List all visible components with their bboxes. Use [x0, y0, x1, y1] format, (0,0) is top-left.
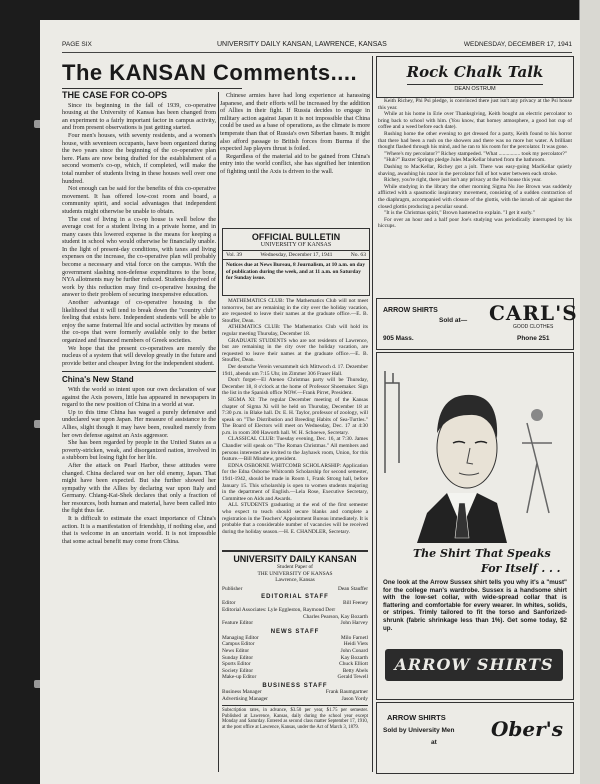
news-staff-heading: NEWS STAFF — [270, 628, 320, 635]
editorial-column-left — [62, 92, 216, 545]
editorial-staff-heading: EDITORIAL STAFF — [261, 594, 329, 601]
bulletin-date: Wednesday, December 17, 1941 — [260, 252, 333, 258]
bulletin-subtitle: UNIVERSITY OF KANSAS — [260, 242, 332, 248]
staff-row: Sunday Editor Kay Bozarth — [222, 654, 368, 661]
carls-ad — [376, 298, 578, 350]
staff-sub: THE UNIVERSITY OF KANSAS — [257, 570, 333, 577]
staff-row: Society Editor Betty Abels — [222, 667, 368, 674]
bulletin-item: CLASSICAL CLUB: Tuesday evening, Dec. 16, at 7:30. James Chandler will speak on "The Roman Christmas." All members and persons interested are invited to the Jayhawk room, Union, for this feature.—Bill Minshew, president. — [222, 436, 368, 463]
staff-title: UNIVERSITY DAILY KANSAN — [222, 550, 368, 564]
staff-person: Dean Stauffer — [338, 585, 368, 592]
carls-tagline: GOOD CLOTHES — [513, 324, 554, 330]
column-byline: DEAN OSTRUM — [407, 84, 543, 92]
subscription-info: Subscription rates, in advance, $3.50 per year, $1.75 per semester. Published at Lawrence, Kansas, daily during the school year except Monday and Saturday. Entered as second class matter September 17, 1910, at the post office at Lawrence, Kansas, under the Act of March 3, 1879. — [222, 705, 368, 730]
china-paragraph: Regardless of the material aid to be gained from China's entry into the world conflict, she has signified her intention of fighting until the Axis is driven to the wall. — [220, 152, 370, 175]
column-paragraph: Keith Richey, Phi Psi pledge, is convinced there just isn't any privacy at the Psi house this year. — [378, 98, 572, 111]
arrow-ad — [376, 352, 574, 700]
column-paragraph: Dashing to MacKellar, Richey got a jolt. There was easy-going MacKellar quietly shaving, awashing his razor in the percolator full of hot water between each stroke. — [378, 163, 572, 177]
china-paragraph: After the attack on Pearl Harbor, these attitudes were changed. China declared war on her old enemy, Japan. That might have been expected. But she further showed her sympathy with the Allies by declaring war upon Italy and Germany. Chiang-Kai-Shek declares that only a fraction of her resources, both human and material, have been called into the fight thus far. — [62, 461, 216, 515]
china-paragraph: Up to this time China has waged a purely defensive and undeclared war upon Japan. Her measure of assistance to the Allies, slight though it may have been, resulted merely from her own defense against an Axis aggressor. — [62, 408, 216, 439]
bulletin-item: SIGMA XI: The regular December meeting of the Kansas chapter of Sigma Xi will be held on Thursday, December 18 at 7:30 p.m. in Blake hall. Dr. E. H. Taylor, professor of zoology, will speak on "The Distribution and Breeding Habits of Sea-Turtles." The Board of Electors will meet on Wednesday, Dec. 17 at 4:30 p.m. in room 300 Haworth hall. W. H. Schoewe, Secretary. — [222, 396, 368, 436]
coops-paragraph: We hope that the present co-operatives are merely the nucleus of a system that will develop greatly in the future and provide better and cheaper living for the independent student. — [62, 344, 216, 367]
issue-date: WEDNESDAY, DECEMBER 17, 1941 — [463, 41, 572, 48]
china-paragraph: Chinese armies have had long experience at harassing Japanese, and their efforts will be increased by the addition of Allies in their fight. If Russia decides to engage in military action against Japan it is not impossible that China could be used as a base of operations, as the climate is more temperate than that of Russia's own Siberian bases. It might also afford passage to British forces from Burma if the expected Jap players thrust is foiled. — [220, 92, 370, 153]
coops-paragraph: Since its beginning in the fall of 1939, co-operative housing at the University of Kansas has been changed from an experiment to a fairly important factor in campus activity, and from present observations is just getting started. — [62, 101, 216, 132]
staff-row: Feature Editor John Harvey — [222, 620, 368, 627]
staff-row: Make-up Editor Gerald Tewell — [222, 674, 368, 681]
bulletin-item: MATHEMATICS CLUB: The Mathematics Club will not meet tomorrow, but are remaining in the city over the holiday vacation, are requested to leave their names at the graduate office.—E. B. Stouffer, Dean. — [222, 298, 368, 324]
arrow-logo-banner — [385, 649, 563, 681]
editorial-title: The KANSAN Comments.... — [62, 60, 358, 85]
obers-logo: Ober's — [491, 717, 564, 741]
bulletin-item: Der deutsche Verein versammelt sich Mittwoch d. 17. Dezember 1941, abends um 7:15 Uhr, im Zimmer 306 Fraser Hall. — [222, 363, 368, 377]
staff-row: Campus Editor Heidi Viets — [222, 641, 368, 648]
arrow-tagline: For Itself . . . — [481, 562, 561, 575]
column-paragraph: While at his home in Erie over Thanksgiving, Keith bought an electric percolator to bring back to school with him. (You know, that homey atmosphere, a good hot cup of coffee and a weed before each date). — [378, 111, 572, 131]
coops-paragraph: The cost of living in a co-op house is well below the average cost for a student living in a private home, and in many cases this lowered expense is the means for keeping a student in school who would otherwise be financially unable. In the light of present-day conditions, with taxes and living expenses on the increase, the co-operative plan will probably become a necessary and vital force on the campus. With the government slashing non-defense expenditures to the bone, NYA allotments may be further reduced. Students deprived of work by this reduction may find co-operative housing the answer to their problem of securing inexpensive education. — [62, 215, 216, 299]
column-body — [378, 98, 572, 294]
obers-ad-line: ARROW SHIRTS — [387, 713, 446, 722]
staff-row: Managing Editor Milo Farnetl — [222, 634, 368, 641]
column-paragraph: While studying in the library the other morning Sigma Nu Joe Brown was suddenly afflicted with a spasmodic inspiratory movement, consisting of a sudden contraction of the diaphragm, accompanied with closure of the glottis, with the inrush of air against the closed glottis producing a peculiar sound. — [378, 183, 572, 210]
coops-paragraph: Not enough can be said for the benefits of this co-operative movement. It has offered low-cost room and board, a community spirit, and social advantages that independent students might otherwise be unable to obtain. — [62, 185, 216, 215]
staff-row: Sports Editor Chuck Elliott — [222, 661, 368, 668]
bulletin-item: Don't forget—El Ateneo Christmas party will be Thursday, December 18, 8 o'clock at the home of Professor Shoemaker. Sign the list in the Spanish office NOW.—Frank Pirret, President. — [222, 377, 368, 397]
staff-row: Charles Pearson, Kay Bozarth — [303, 613, 368, 620]
coops-heading: THE CASE FOR CO-OPS — [62, 90, 168, 100]
paper-name: UNIVERSITY DAILY KANSAN, LAWRENCE, KANSAS — [217, 41, 387, 48]
newspaper-page — [40, 20, 580, 784]
bulletin-title: OFFICIAL BULLETIN — [251, 232, 341, 242]
bulletin-item: GRADUATE STUDENTS who are not residents of Lawrence, but are remaining in the city over the holiday vacation, are requested to leave their names at the graduate office.—E. B. Stouffer, Dean. — [222, 337, 368, 364]
china-paragraph: She has been regarded by people in the United States as a poverty-stricken, weak, and disorganized nation, involved in a stubborn but losing fight for her life. — [62, 439, 216, 462]
obers-ad — [376, 702, 574, 774]
bulletin-notice: Notices due at News Bureau, 8 Journalism, at 10 a.m. on day of publication during the week, and at 11 a.m. on Saturday for Sunday issue. — [226, 262, 366, 282]
bulletin-item: EDNA OSBORNE WHITCOMB SCHOLARSHIP: Application for the Edna Osborne Whitcomb Scholarship for second semester, 1941-1942, should be made in Room 1, Frank Strong hall, before January 15. This scholarship is open to women students majoring in the department of English.—Lela Rose, Executive Secretary, Committee on Aids and Awards. — [222, 462, 368, 502]
china-paragraph: With the world so intent upon our own declaration of war against the Axis powers, little has appeared in newspapers in regard to the new position of China in a world at war. — [62, 385, 216, 409]
page-number: PAGE SIX — [62, 41, 92, 48]
staff-sub: Lawrence, Kansas — [275, 577, 315, 584]
coops-paragraph: Four men's houses, with seventy residents, and a women's house, with seventeen occupants, have been organized during the two years since the beginning of the co-operative plan here. Plans are now being drafted for the establishment of a second women's co-op, which, if completed, will make the total number of students living in these houses well over one hundred. — [62, 131, 216, 185]
carls-phone: Phone 251 — [517, 335, 550, 342]
adjacent-page-edge — [579, 0, 600, 784]
editorial-column-right — [220, 92, 370, 176]
column-paragraph: "Huh?" Baxter Springs pledge Jules MacKellar blurted from the bathroom. — [384, 157, 546, 164]
coops-paragraph: Another advantage of co-operative housing is the likelihood that it will tend to break down the "country club" feeling that exists here. Independent students will be able to enjoy the same fraternal life and social activities by means of the co-ops that were formerly available only to the better organized and financed members of Greek societies. — [62, 299, 216, 344]
column-paragraph: Rushing home the other evening to get dressed for a party, Keith found to his horror that there had been a rush on the showers and there was no more hot water. A brilliant thought flashed through his mind, and he ran to his room for the percolator. It was gone. — [378, 130, 572, 151]
masthead — [62, 40, 572, 53]
bulletin-item: ALL STUDENTS graduating at the end of the first semester who expect to teach should secure blanks and complete a registration in the Teachers' Appointment Bureau immediately. It is probable that a considerable number of vacancies will be received during the holiday season.—H. E. CHANDLER, Secretary. — [222, 502, 368, 535]
staff-role: Publisher — [222, 585, 243, 592]
staff-row: Editor Bill Feeney — [222, 600, 368, 607]
man-portrait-illustration — [377, 353, 573, 543]
staff-row: Advertising Manager Jason Yordy — [222, 695, 368, 702]
column-paragraph: For over an hour and a half poor Joe's studying was periodically interrupted by his hiccups. — [378, 216, 572, 230]
column-paragraph: Richey, you're right, there just isn't any privacy at the Psi house this year. — [384, 177, 542, 184]
staff-row: Editorial Associates: Lyle Eggleston, Raymond Derr — [222, 606, 336, 613]
obers-ad-line: Sold by University Men — [383, 727, 455, 734]
arrow-tagline: The Shirt That Speaks — [413, 547, 551, 560]
carls-address: 905 Mass. — [383, 335, 414, 342]
carls-ad-line: ARROW SHIRTS — [383, 307, 438, 314]
staff-row: News Editor John Conard — [222, 647, 368, 654]
bulletin-item: ATHEMATICS CLUB: The Mathematics Club will hold its regular meeting Thursday, December 18. — [222, 324, 368, 337]
bulletin-number: No. 63 — [350, 252, 366, 258]
bulletin-box — [222, 228, 370, 296]
staff-row: Business Manager Frank Baumgartner — [222, 688, 368, 695]
obers-ad-line: at — [431, 739, 437, 746]
china-heading: China's New Stand — [62, 375, 134, 385]
business-staff-heading: BUSINESS STAFF — [262, 682, 328, 689]
column-paragraph: "Where's my percolator?" Richey stampeded. "What ................ took my percolator?" — [384, 150, 568, 157]
china-paragraph: It is difficult to estimate the exact importance of China's action. It is a manifestation of friendship, if nothing else, and that is welcome in an uncertain world. It is not impossible that some actual benefit may come from China. — [62, 515, 216, 545]
staff-sub: Student Paper of — [277, 564, 313, 570]
bulletin-volume: Vol. 39 — [226, 252, 243, 258]
bulletin-items — [222, 298, 368, 548]
arrow-ad-copy: One look at the Arrow Sussex shirt tells you why it's a "must" for the college man's wardrobe. Sussex is a handsome shirt with the low-set collar, with wide-spread collar that is flattering and comfortable for every wearer. In whites, solids, or stripes. Trimly tailored to fit the torso and Sanforized-shrunk (fabric shrinkage less than 1%). Get some today, $2 up. — [383, 579, 567, 632]
column-header — [376, 56, 574, 98]
column-title: Rock Chalk Talk — [406, 63, 544, 81]
arrow-logo: ARROW SHIRTS — [394, 655, 554, 674]
column-paragraph: "It is the Christmas spirit," Brown hastened to explain. "I get it early." — [384, 210, 535, 217]
carls-ad-line: Sold at— — [439, 317, 468, 324]
carls-logo: CARL'S — [489, 301, 578, 325]
staff-box — [222, 550, 368, 778]
